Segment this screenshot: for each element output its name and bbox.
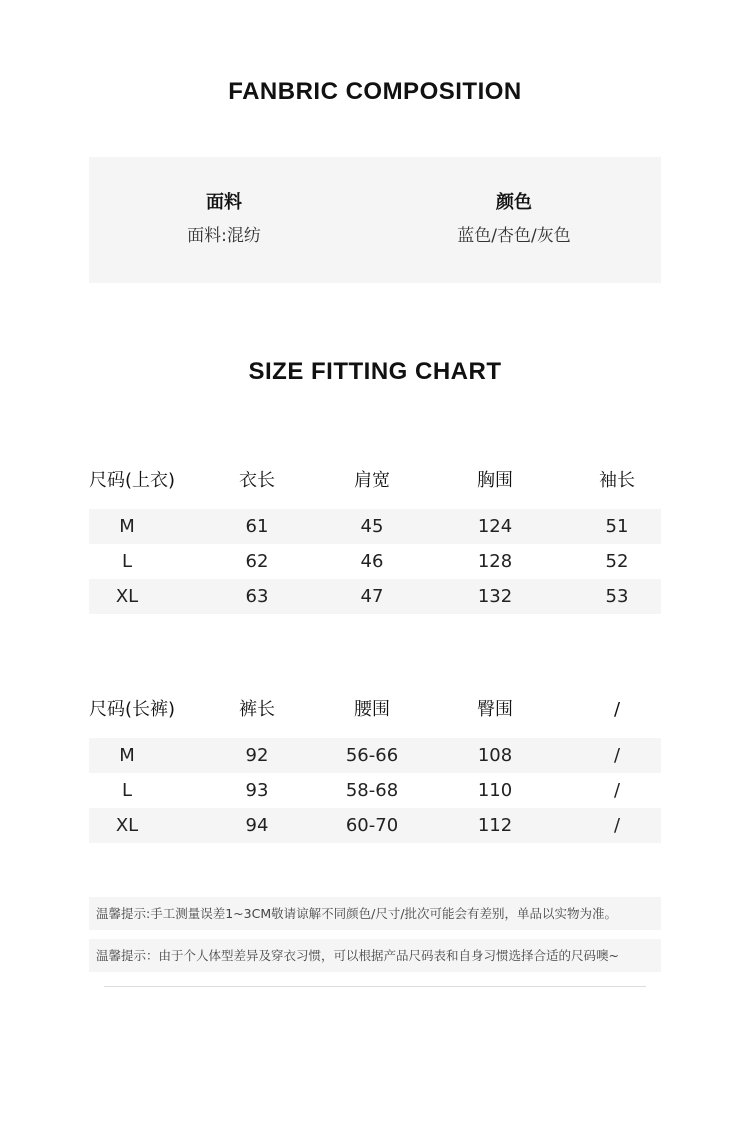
table-cell: 62 <box>245 551 269 572</box>
table-header-row <box>89 694 661 738</box>
fabric-panel <box>89 157 661 283</box>
table-cell: 108 <box>477 745 513 766</box>
table-cell: 128 <box>477 551 513 572</box>
table-cell: / <box>613 780 621 801</box>
table-cell: 124 <box>477 516 513 537</box>
table-cell: M <box>119 745 135 766</box>
color-value: 蓝色/杏色/灰色 <box>457 226 571 246</box>
size-selection-tip-note: 温馨提示：由于个人体型差异及穿衣习惯，可以根据产品尺码表和自身习惯选择合适的尺码噢~ <box>89 939 661 972</box>
table-cell: L <box>121 780 133 801</box>
table-cell: 53 <box>605 586 629 607</box>
table-cell: 94 <box>245 815 269 836</box>
header-cell-length: 衣长 <box>239 470 275 491</box>
table-cell: 58-68 <box>345 780 399 801</box>
table-cell: 45 <box>360 516 384 537</box>
header-cell-empty: / <box>613 699 621 720</box>
table-cell: M <box>119 516 135 537</box>
table-cell: 92 <box>245 745 269 766</box>
table-cell: 47 <box>360 586 384 607</box>
header-cell-pants-length: 裤长 <box>239 699 275 720</box>
table-row <box>89 808 661 843</box>
table-row <box>89 738 661 773</box>
header-cell-waist: 腰围 <box>354 699 390 720</box>
table-row <box>89 773 661 808</box>
table-cell: / <box>613 815 621 836</box>
color-heading: 颜色 <box>496 192 532 213</box>
header-cell-chest: 胸围 <box>477 470 513 491</box>
header-cell-sleeve: 袖长 <box>599 470 635 491</box>
table-cell: 46 <box>360 551 384 572</box>
header-cell-size: 尺码(上衣) <box>89 470 176 491</box>
table-cell: 61 <box>245 516 269 537</box>
fabric-composition-title: FANBRIC COMPOSITION <box>228 78 522 105</box>
top-size-table <box>89 465 661 614</box>
table-cell: 51 <box>605 516 629 537</box>
material-value: 面料:混纺 <box>187 226 261 246</box>
table-cell: 110 <box>477 780 513 801</box>
table-cell: 93 <box>245 780 269 801</box>
table-row <box>89 544 661 579</box>
material-heading: 面料 <box>206 192 242 213</box>
table-cell: L <box>121 551 133 572</box>
table-cell: XL <box>115 815 139 836</box>
table-cell: 132 <box>477 586 513 607</box>
table-cell: 52 <box>605 551 629 572</box>
header-cell-shoulder: 肩宽 <box>354 470 390 491</box>
bottom-size-table <box>89 694 661 843</box>
table-header-row <box>89 465 661 509</box>
bottom-divider <box>104 986 646 987</box>
table-cell: XL <box>115 586 139 607</box>
table-cell: / <box>613 745 621 766</box>
size-fitting-chart-title: SIZE FITTING CHART <box>248 358 502 385</box>
table-row <box>89 509 661 544</box>
header-cell-size: 尺码(长裤) <box>89 699 176 720</box>
table-cell: 60-70 <box>345 815 399 836</box>
table-cell: 63 <box>245 586 269 607</box>
table-cell: 112 <box>477 815 513 836</box>
table-row <box>89 579 661 614</box>
header-cell-hip: 臀围 <box>477 699 513 720</box>
measurement-tip-note: 温馨提示:手工测量误差1~3CM敬请谅解不同颜色/尺寸/批次可能会有差别，单品以实物为准。 <box>89 897 661 930</box>
table-cell: 56-66 <box>345 745 399 766</box>
